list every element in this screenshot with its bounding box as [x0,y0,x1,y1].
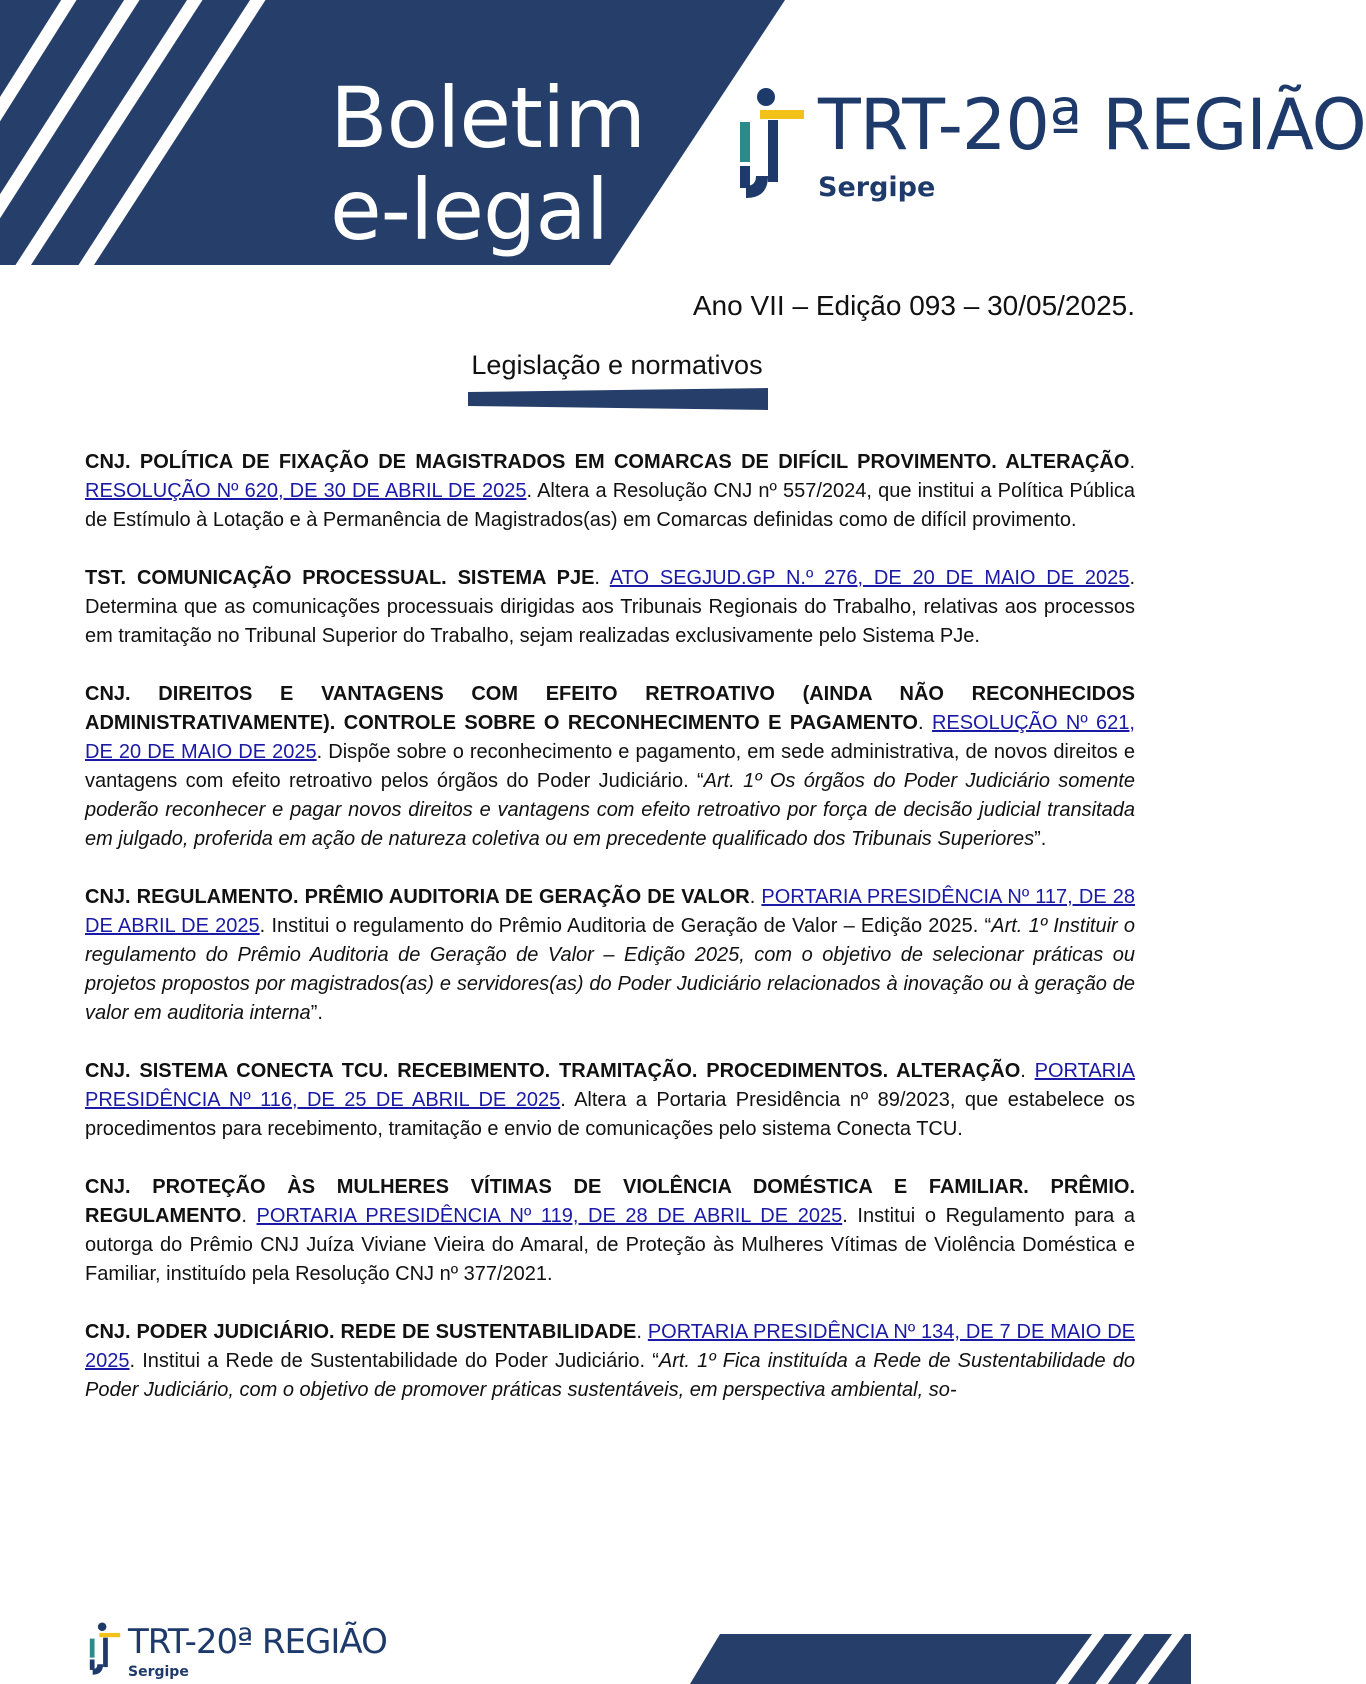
entry-body: Institui o Regulamento para a outorga do Prêmio CNJ Juíza Viviane Vieira do Amaral, de Proteção às Mulheres Vítimas de Violência Doméstica e Familiar, instituído pela Resolução CNJ nº 377/2021. [85,1205,1135,1285]
entry-body: Institui o regulamento do Prêmio Auditoria de Geração de Valor – Edição 2025. [271,915,979,937]
footer-logo-subtitle: Sergipe [128,1664,189,1680]
entry-body: Altera a Portaria Presidência nº 89/2023, que estabelece os procedimentos para recebimento, tramitação e envio de comunicações pelo sistema Conecta TCU. [85,1089,1135,1140]
bulletin-title-line2: e-legal [330,161,609,259]
entry-link[interactable]: ATO SEGJUD.GP N.º 276, DE 20 DE MAIO DE 2025 [609,567,1130,589]
entry-body: Altera a Resolução CNJ nº 557/2024, que institui a Política Pública de Estímulo à Lotação e à Permanência de Magistrados(as) em Comarcas definidas como de difícil provimento. [85,480,1136,531]
entry-item: CNJ. POLÍTICA DE FIXAÇÃO DE MAGISTRADOS EM COMARCAS DE DIFÍCIL PROVIMENTO. ALTERAÇÃO. RESOLUÇÃO Nº 620, DE 30 DE ABRIL DE 2025. Altera a Resolução CNJ nº 557/2024, que institui a Política Pública de Estímulo à Lotação e à Permanência de Magistrados(as) em Comarcas definidas como de difícil provimento. [85,451,1136,531]
entry-item: CNJ. PODER JUDICIÁRIO. REDE DE SUSTENTABILIDADE. PORTARIA PRESIDÊNCIA Nº 134, DE 7 DE MAIO DE 2025. Institui a Rede de Sustentabilidade do Poder Judiciário. “Art. 1º Fica instituída a Rede de Sustentabilidade do Poder Judiciário, com o objetivo de promover práticas sustentáveis, em perspectiva ambiental, so- [85,1321,1135,1401]
trt-logo-mark [732,86,812,206]
entry-heading: CNJ. DIREITOS E VANTAGENS COM EFEITO RETROATIVO (AINDA NÃO RECONHECIDOS ADMINISTRATIVAMENTE). CONTROLE SOBRE O RECONHECIMENTO E PAGAMENTO [85,683,1135,734]
entry-item: CNJ. SISTEMA CONECTA TCU. RECEBIMENTO. TRAMITAÇÃO. PROCEDIMENTOS. ALTERAÇÃO. PORTARIA PRESIDÊNCIA Nº 116, DE 25 DE ABRIL DE 2025. Altera a Portaria Presidência nº 89/2023, que estabelece os procedimentos para recebimento, tramitação e envio de comunicações pelo sistema Conecta TCU. [85,1060,1135,1140]
entry-heading: CNJ. PROTEÇÃO ÀS MULHERES VÍTIMAS DE VIOLÊNCIA DOMÉSTICA E FAMILIAR. PRÊMIO. REGULAMENTO [85,1176,1135,1227]
entry-link[interactable]: PORTARIA PRESIDÊNCIA Nº 117, DE 28 DE ABRIL DE 2025 [85,886,1135,937]
entry-heading: CNJ. REGULAMENTO. PRÊMIO AUDITORIA DE GERAÇÃO DE VALOR [85,886,750,908]
section-underline [466,386,770,412]
trt-logo-subtitle: Sergipe [818,172,936,203]
entry-body: Institui a Rede de Sustentabilidade do Poder Judiciário. [142,1350,646,1372]
entry-heading: CNJ. SISTEMA CONECTA TCU. RECEBIMENTO. TRAMITAÇÃO. PROCEDIMENTOS. ALTERAÇÃO [85,1060,1021,1082]
entry-heading: CNJ. PODER JUDICIÁRIO. REDE DE SUSTENTABILIDADE [85,1321,637,1343]
entry-item: TST. COMUNICAÇÃO PROCESSUAL. SISTEMA PJE. ATO SEGJUD.GP N.º 276, DE 20 DE MAIO DE 2025. Determina que as comunicações processuais dirigidas aos Tribunais Regionais do Trabalho, relativas aos processos em tramitação no Tribunal Superior do Trabalho, sejam realizadas exclusivamente pelo Sistema PJe. [85,567,1135,647]
bulletin-title-line1: Boletim [330,69,646,167]
entry-link[interactable]: PORTARIA PRESIDÊNCIA Nº 116, DE 25 DE ABRIL DE 2025 [85,1060,1135,1111]
entry-quote: Art. 1º Os órgãos do Poder Judiciário somente poderão reconhecer e pagar novos direitos e vantagens com efeito retroativo por força de decisão judicial transitada em julgado, proferida em ação de natureza coletiva ou em precedente qualificado dos Tribunais Superiores [85,770,1136,850]
entry-item: CNJ. REGULAMENTO. PRÊMIO AUDITORIA DE GERAÇÃO DE VALOR. PORTARIA PRESIDÊNCIA Nº 117, DE 28 DE ABRIL DE 2025. Institui o regulamento do Prêmio Auditoria de Geração de Valor – Edição 2025. “Art. 1º Instituir o regulamento do Prêmio Auditoria de Geração de Valor – Edição 2025, com o objetivo de selecionar práticas ou projetos propostos por magistrados(as) e servidores(as) do Poder Judiciário relacionados à inovação ou à geração de valor em auditoria interna”. [85,886,1136,1024]
bulletin-content [85,448,1135,1434]
entry-heading: TST. COMUNICAÇÃO PROCESSUAL. SISTEMA PJE [85,567,595,589]
entry-heading: CNJ. POLÍTICA DE FIXAÇÃO DE MAGISTRADOS EM COMARCAS DE DIFÍCIL PROVIMENTO. ALTERAÇÃO [85,451,1130,473]
entry-link[interactable]: RESOLUÇÃO Nº 621, DE 20 DE MAIO DE 2025 [85,712,1135,763]
entry-body: Dispõe sobre o reconhecimento e pagamento, em sede administrativa, de novos direitos e vantagens com efeito retroativo pelos órgãos do Poder Judiciário. [85,741,1135,792]
entry-link[interactable]: PORTARIA PRESIDÊNCIA Nº 134, DE 7 DE MAIO DE 2025 [85,1321,1135,1372]
edition-info: Ano VII – Edição 093 – 30/05/2025. [692,290,1135,321]
trt-logo-name: TRT-20ª REGIÃO [818,84,1366,166]
entry-quote: Art. 1º Fica instituída a Rede de Sustentabilidade do Poder Judiciário, com o objetivo de promover práticas sustentáveis, em perspectiva ambiental, so- [85,1350,1135,1401]
section-title: Legislação e normativos [471,350,763,380]
entry-body: Determina que as comunicações processuais dirigidas aos Tribunais Regionais do Trabalho, relativas aos processos em tramitação no Tribunal Superior do Trabalho, sejam realizadas exclusivamente pelo Sistema PJe. [85,596,1135,647]
entry-item: CNJ. PROTEÇÃO ÀS MULHERES VÍTIMAS DE VIOLÊNCIA DOMÉSTICA E FAMILIAR. PRÊMIO. REGULAMENTO. PORTARIA PRESIDÊNCIA Nº 119, DE 28 DE ABRIL DE 2025. Institui o Regulamento para a outorga do Prêmio CNJ Juíza Viviane Vieira do Amaral, de Proteção às Mulheres Vítimas de Violência Doméstica e Familiar, instituído pela Resolução CNJ nº 377/2021. [85,1176,1135,1285]
footer-logo-name: TRT-20ª REGIÃO [128,1622,387,1662]
entry-item: CNJ. DIREITOS E VANTAGENS COM EFEITO RETROATIVO (AINDA NÃO RECONHECIDOS ADMINISTRATIVAMENTE). CONTROLE SOBRE O RECONHECIMENTO E PAGAMENTO. RESOLUÇÃO Nº 621, DE 20 DE MAIO DE 2025. Dispõe sobre o reconhecimento e pagamento, em sede administrativa, de novos direitos e vantagens com efeito retroativo pelos órgãos do Poder Judiciário. “Art. 1º Os órgãos do Poder Judiciário somente poderão reconhecer e pagar novos direitos e vantagens com efeito retroativo por força de decisão judicial transitada em julgado, proferida em ação de natureza coletiva ou em precedente qualificado dos Tribunais Superiores”. [85,683,1136,850]
footer-logo-mark [86,1620,124,1680]
entry-quote: Art. 1º Instituir o regulamento do Prêmio Auditoria de Geração de Valor – Edição 2025, com o objetivo de selecionar práticas ou projetos propostos por magistrados(as) e servidores(as) do Poder Judiciário relacionados à inovação ou à geração de valor em auditoria interna [85,915,1136,1024]
footer-banner [690,1634,1191,1684]
entry-link[interactable]: RESOLUÇÃO Nº 620, DE 30 DE ABRIL DE 2025 [85,480,527,502]
entry-link[interactable]: PORTARIA PRESIDÊNCIA Nº 119, DE 28 DE ABRIL DE 2025 [256,1205,843,1227]
